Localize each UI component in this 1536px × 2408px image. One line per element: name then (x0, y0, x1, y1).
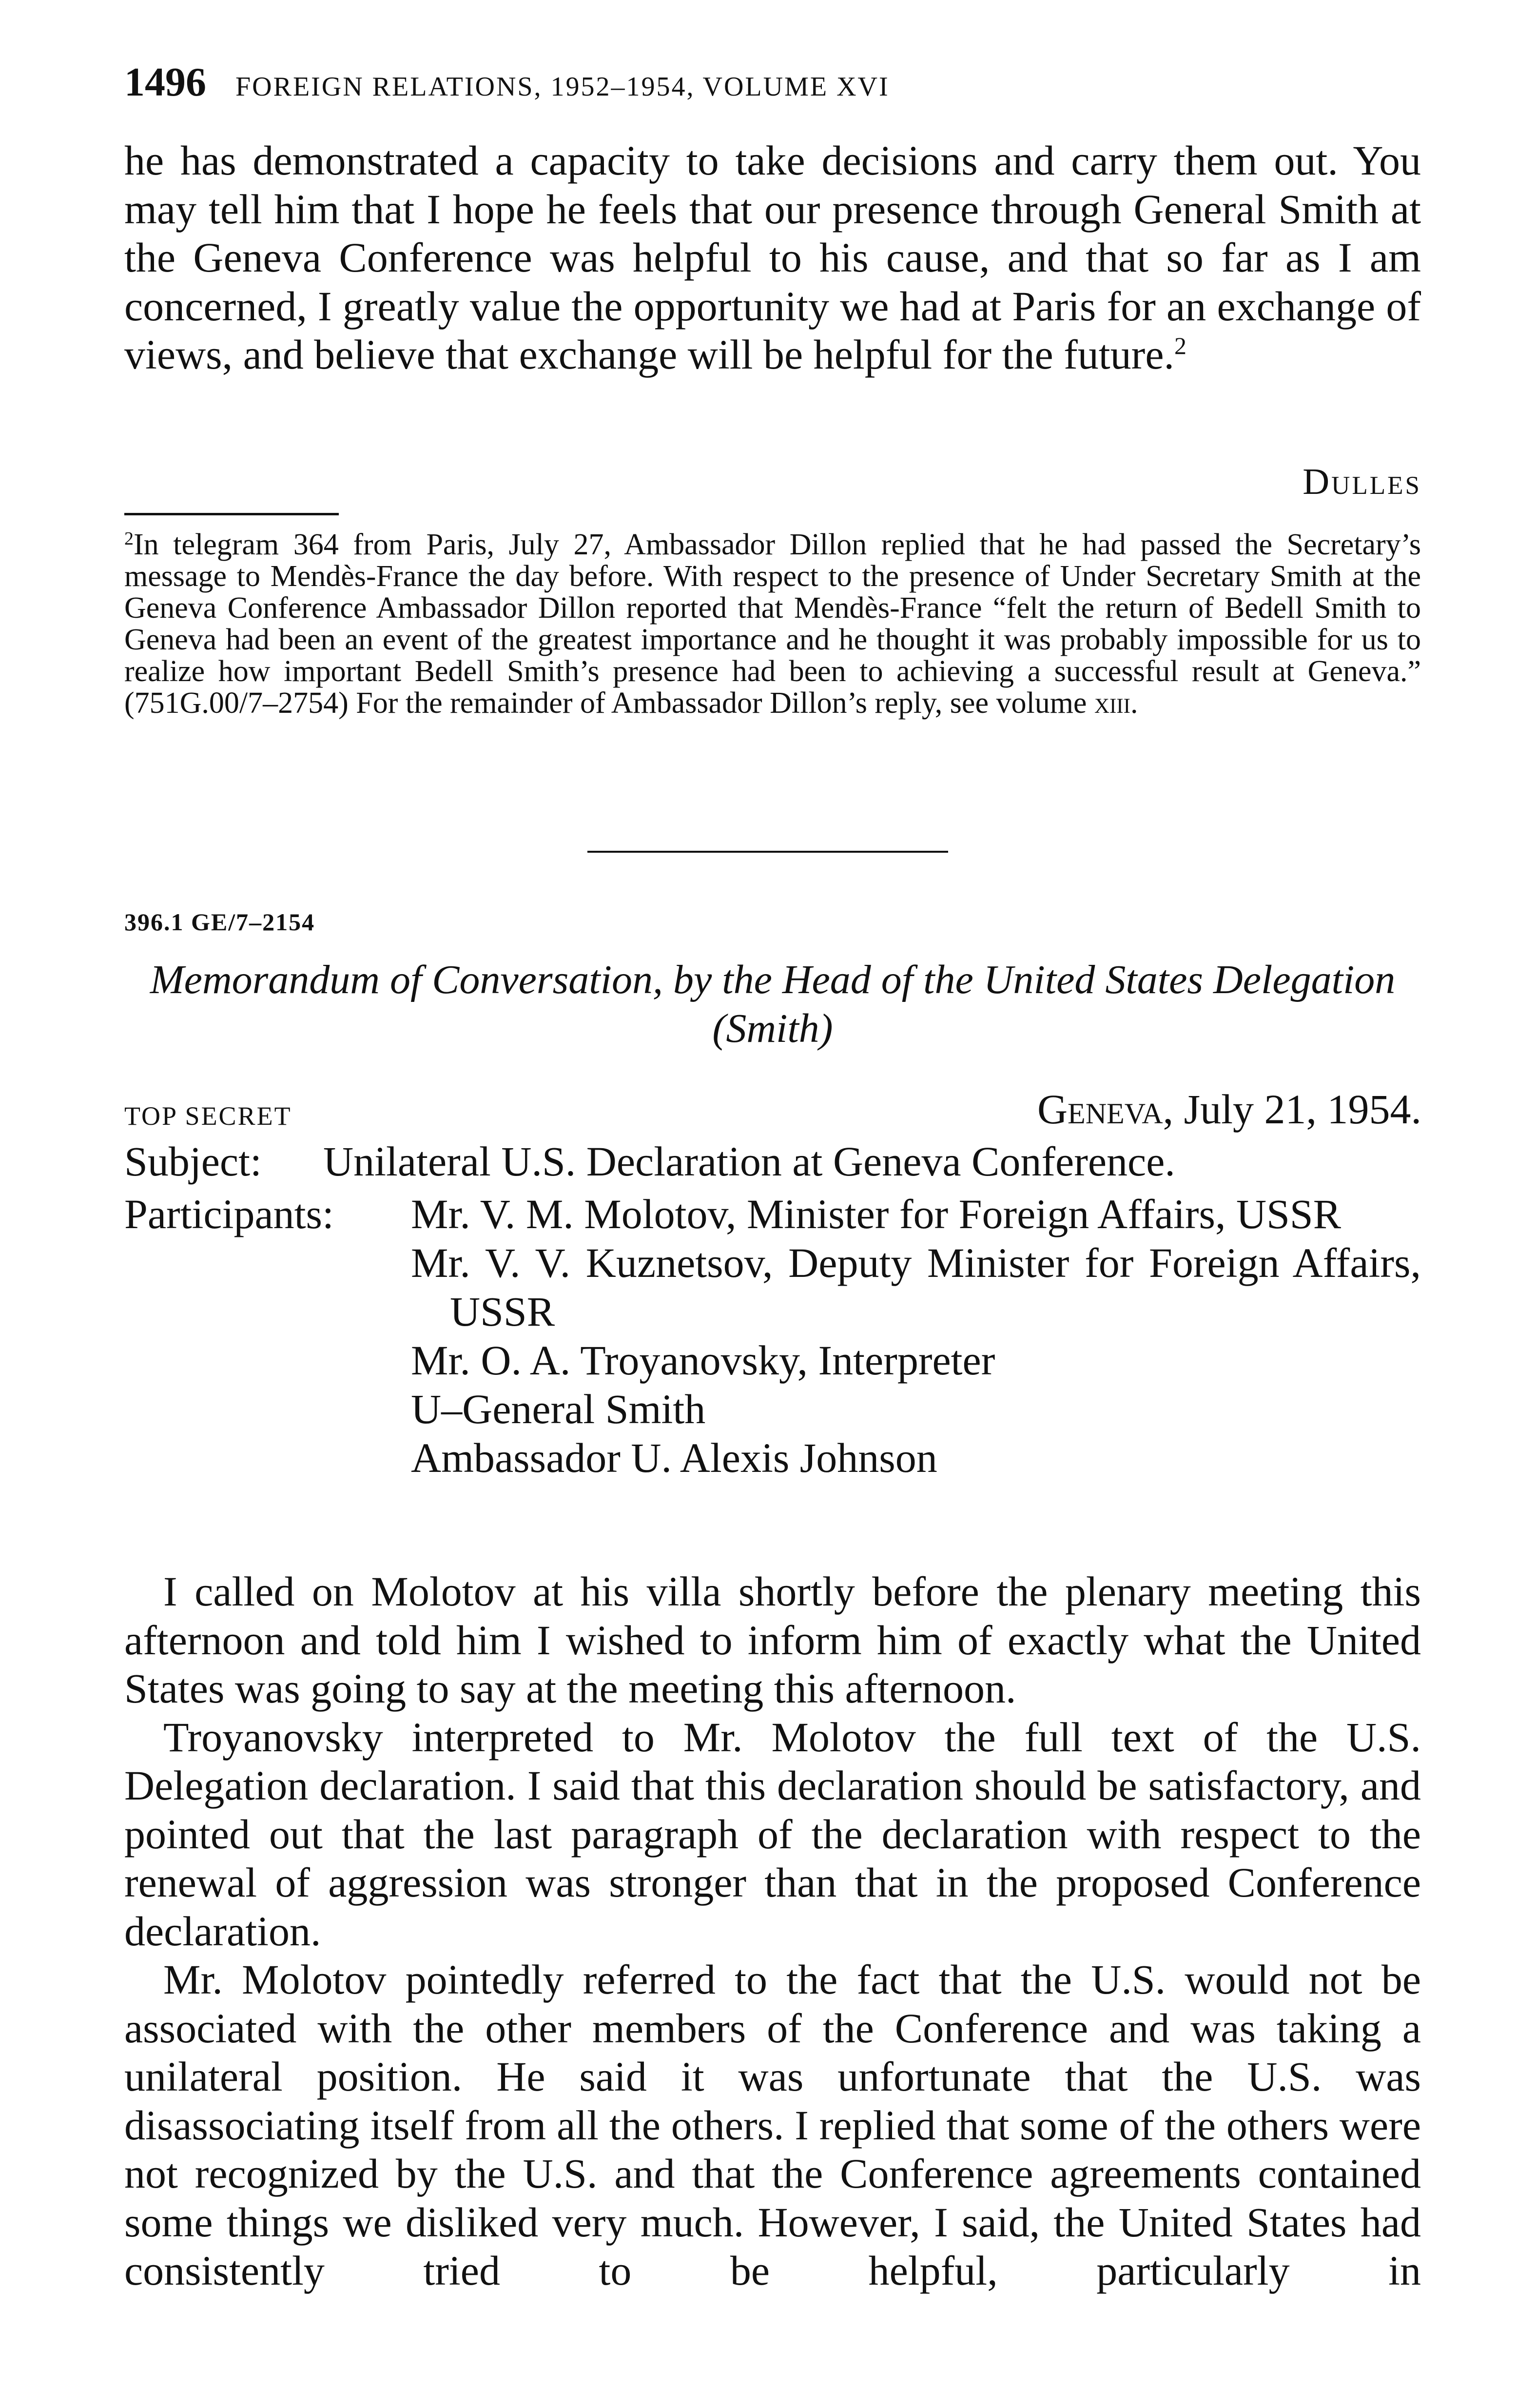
section-divider (587, 851, 948, 853)
footnote-marker: 2 (124, 529, 134, 549)
subject-label: Subject: (124, 1138, 262, 1185)
participant-item: U–General Smith (411, 1386, 706, 1432)
continuation-text (124, 137, 1421, 379)
footnote-divider (124, 513, 339, 515)
document-title: Memorandum of Conversation, by the Head of the United States Delegation (Smith) (150, 957, 1396, 1051)
participants-block (124, 1190, 1421, 1482)
continuation-paragraph: he has demonstrated a capacity to take decisions and carry them out. You may tell him that I hope he feels that our presence through General Smith at the Geneva Conference was helpful to his cause, and that so far as I am concerned, I greatly value the opportunity we had at Paris for an exchange of views, and believe that exchange will be helpful for the future.$^2$ (124, 137, 1421, 378)
footnote: $^2$In telegram 364 from Paris, July 27, Ambassador Dillon replied that he had passed the Secretary’s message to Mendès-France the day before. With respect to the presence of Under Secretary Smith at the Geneva Conference Ambassador Dillon reported that Mendès-France “felt the return of Bedell Smith to Geneva had been an event of the greatest importance and he thought it was probably impossible for us to realize how important Bedell Smith’s presence had been to achieving a successful result at Geneva.” (751G.00/7–2754) For the remainder of Ambassador Dillon’s reply, see volume xiii. (124, 528, 1421, 720)
page-number: 1496 (124, 59, 206, 105)
footnote-text: In telegram 364 from Paris, July 27, Ambassador Dillon replied that he had passed the Secretary’s message to Mendès-France the day before. With respect to the presence of Under Secretary Smith at the Geneva Conference Ambassador Dillon reported that Mendès-France “felt the return of Bedell Smith to Geneva had been an event of the greatest importance and he thought it was probably impossible for us to realize how important Bedell Smith’s presence had been to achieving a successful result at Geneva.” (751G.00/7–2754) For the remainder of Ambassador Dillon’s reply, see volume (124, 528, 1421, 720)
footnote-reference: 2 (1174, 332, 1186, 359)
participant-item: Mr. V. V. Kuznetsov, Deputy Minister for Foreign Affairs, USSR (411, 1239, 1421, 1335)
participant-item: Mr. O. A. Troyanovsky, Interpreter (411, 1337, 995, 1384)
participant-item: Mr. V. M. Molotov, Minister for Foreign Affairs, USSR (411, 1191, 1342, 1237)
running-title: FOREIGN RELATIONS, 1952–1954, VOLUME XVI (235, 72, 890, 102)
dateline (1037, 1085, 1421, 1134)
subject-text: Unilateral U.S. Declaration at Geneva Conference. (323, 1138, 1175, 1185)
running-header (124, 59, 890, 106)
signature: Dulles (1303, 461, 1421, 502)
subject-line (124, 1137, 1175, 1186)
dateline-place: Geneva (1037, 1086, 1163, 1133)
body-paragraph: I called on Molotov at his villa shortly before the plenary meeting this afternoon and told him I wished to inform him of exactly what the United States was going to say at the meeting this afternoon. (124, 1568, 1421, 1712)
dateline-date: , July 21, 1954. (1163, 1086, 1421, 1133)
participant-item: Ambassador U. Alexis Johnson (411, 1434, 937, 1481)
footnote-volume: xiii (1094, 686, 1130, 720)
file-number: 396.1 GE/7–2154 (124, 908, 315, 936)
body-paragraph: Troyanovsky interpreted to Mr. Molotov the full text of the U.S. Delegation declaration. I said that this declaration should be satisfactory, and pointed out that the last paragraph of the declaration with respect to the renewal of aggression was stronger than that in the proposed Conference declaration. (124, 1713, 1421, 1955)
body-paragraph: Mr. Molotov pointedly referred to the fact that the U.S. would not be associated with the other members of the Conference and was taking a unilateral position. He said it was unfortunate that the U.S. was disassociating itself from all the others. I replied that some of the others were not recognized by the U.S. and that the Conference agreements contained some things we disliked very much. However, I said, the United States had consistently tried to be helpful, particularly in (124, 1956, 1421, 2294)
memo-body (124, 1567, 1421, 2295)
classification-marking: TOP SECRET (124, 1101, 292, 1131)
participants-label: Participants: (124, 1191, 334, 1237)
